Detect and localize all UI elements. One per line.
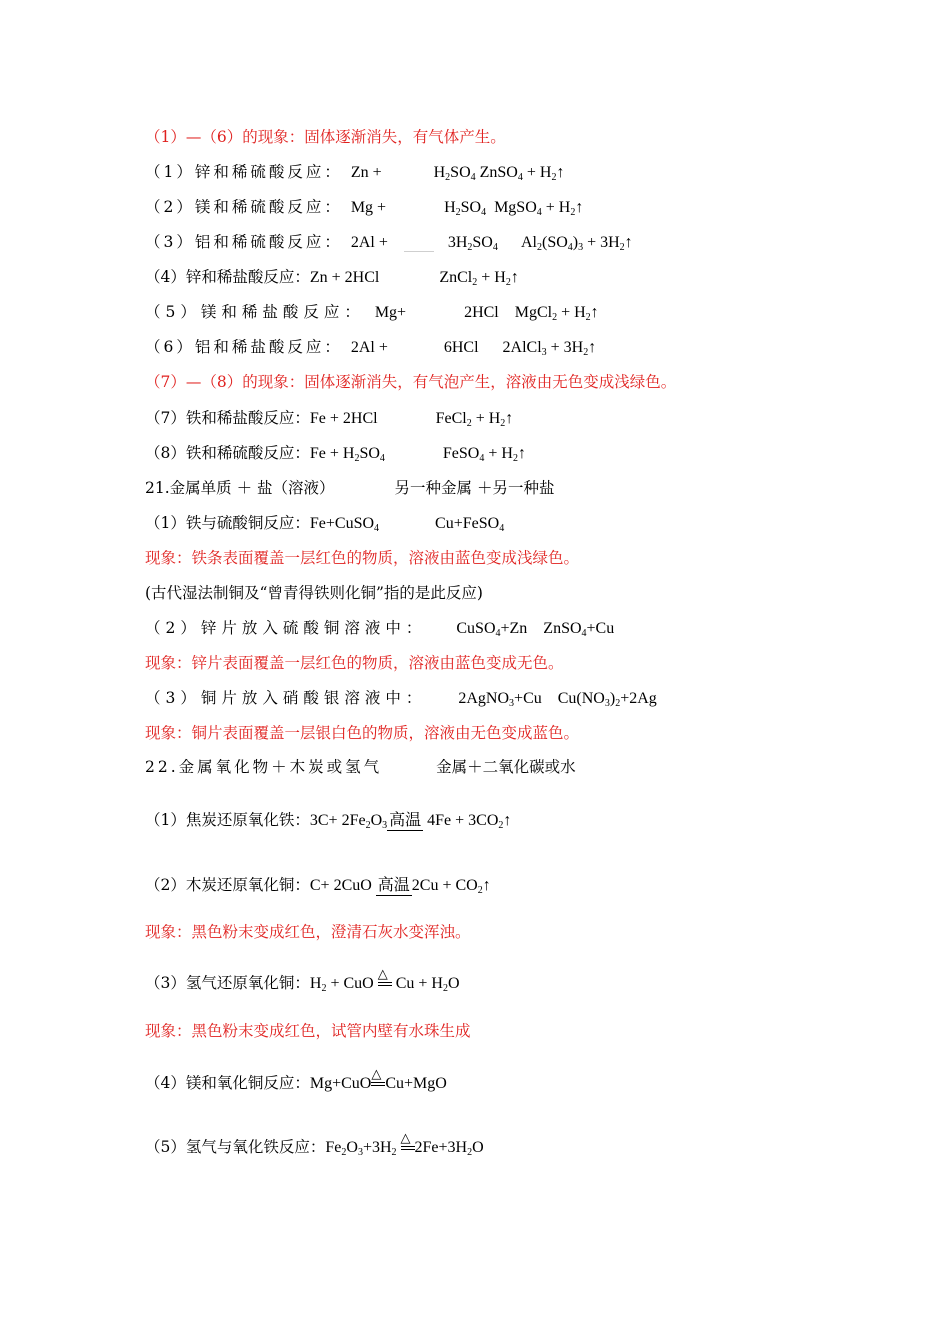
- reaction-zn-hcl: （4）锌和稀盐酸反应：Zn + 2HCl ZnCl$_2$ + $H_2↑$: [145, 268, 519, 288]
- reaction-label: （1）锌和稀硫酸反应：: [145, 163, 343, 181]
- reaction-zn-h2so4: （1）锌和稀硫酸反应： $Zn + H_2SO_4$ ZnSO$_4$ + $H_2↑$: [145, 163, 565, 183]
- reaction-c-fe2o3: （1）焦炭还原氧化铁：$3C+ 2Fe_2O_3$ 高温 $4Fe + 3CO_2↑$: [145, 810, 512, 831]
- note-ancient-copper: (古代湿法制铜及“曾青得铁则化铜”指的是此反应): [145, 584, 483, 602]
- phenomenon-c-cuo: 现象：黑色粉末变成红色，澄清石灰水变浑浊。: [145, 923, 471, 941]
- reaction-label: （3）铝和稀硫酸反应：: [145, 233, 343, 251]
- section-22-right: 金属＋二氧化碳或水: [436, 758, 576, 776]
- reaction-al-hcl: （6）铝和稀盐酸反应： 2Al + 6HCl 2AlCl$_3$ + $3H_2↑$: [145, 338, 597, 358]
- heat-condition-icon: △: [401, 1138, 415, 1154]
- reaction-label: （2）木炭还原氧化铜：: [145, 876, 310, 894]
- reaction-zn-cuso4: （2）锌片放入硫酸铜溶液中： CuSO$_4$+Zn ZnSO$_4$+Cu: [145, 619, 615, 639]
- reaction-label: （4）镁和氧化铜反应：: [145, 1074, 310, 1092]
- phenomenon-1-6: （1）—（6）的现象：固体逐渐消失，有气体产生。: [145, 128, 506, 146]
- heat-condition-icon: △: [371, 1074, 385, 1090]
- reaction-label: （7）铁和稀盐酸反应：: [145, 409, 310, 427]
- phenomenon-7-8: （7）—（8）的现象：固体逐渐消失，有气泡产生，溶液由无色变成浅绿色。: [145, 373, 677, 391]
- reaction-label: （3）铜片放入硝酸银溶液中：: [145, 689, 427, 707]
- reaction-fe-h2so4: （8）铁和稀硫酸反应：$Fe + H_2SO_4$ FeSO$_4$ + $H_2↑$: [145, 444, 526, 464]
- reaction-mg-h2so4: （2）镁和稀硫酸反应： $Mg + H_2SO_4$ MgSO$_4$ + $H_2↑$: [145, 198, 584, 218]
- reaction-label: （4）锌和稀盐酸反应：: [145, 268, 310, 286]
- reaction-fe-cuso4: （1）铁与硫酸铜反应：Fe+CuSO$_4$ Cu+FeSO$_4$: [145, 514, 505, 534]
- section-22-heading: [145, 757, 576, 777]
- faint-rule: [404, 251, 434, 253]
- reaction-label: （5）氢气与氧化铁反应：: [145, 1138, 326, 1156]
- reaction-label: （1）铁与硫酸铜反应：: [145, 514, 310, 532]
- reaction-label: （2）镁和稀硫酸反应：: [145, 198, 343, 216]
- high-temp-condition: 高温: [377, 875, 410, 894]
- reaction-h2-cuo: （3）氢气还原氧化铜：$H_2$ + CuO △ $Cu + H_2O$: [145, 967, 460, 994]
- reaction-al-h2so4: （3）铝和稀硫酸反应： $2Al + 3H_2SO_4$ $Al_2(SO_4)_3$ + $3H_2↑$: [145, 233, 633, 253]
- section-21-heading: [145, 478, 554, 498]
- reaction-cu-agno3: （3）铜片放入硝酸银溶液中： 2AgNO$_3$+Cu $Cu(NO_3)_2+2Ag$: [145, 689, 657, 709]
- high-temp-condition: 高温: [389, 810, 422, 829]
- section-21-right: 另一种金属 ＋另一种盐: [394, 479, 555, 497]
- reaction-label: （6）铝和稀盐酸反应：: [145, 338, 343, 356]
- section-22-left: 22.金属氧化物＋木炭或氢气: [145, 758, 383, 776]
- reaction-label: （1）焦炭还原氧化铁：: [145, 811, 310, 829]
- phenomenon-cu-agno3: 现象：铜片表面覆盖一层银白色的物质，溶液由无色变成蓝色。: [145, 724, 580, 742]
- phenomenon-zn-cuso4: 现象：锌片表面覆盖一层红色的物质，溶液由蓝色变成无色。: [145, 654, 564, 672]
- reaction-fe-hcl: （7）铁和稀盐酸反应：Fe + 2HCl FeCl$_2$ + $H_2↑$: [145, 409, 514, 429]
- reaction-mg-cuo: （4）镁和氧化铜反应：Mg+CuO △ Cu+MgO: [145, 1067, 447, 1092]
- phenomenon-fe-cuso4: 现象：铁条表面覆盖一层红色的物质，溶液由蓝色变成浅绿色。: [145, 549, 580, 567]
- phenomenon-h2-cuo: 现象：黑色粉末变成红色，试管内壁有水珠生成: [145, 1022, 471, 1040]
- heat-condition-icon: △: [378, 974, 392, 990]
- reaction-label: （2）锌片放入硫酸铜溶液中：: [145, 619, 427, 637]
- reaction-h2-fe2o3: （5）氢气与氧化铁反应：$Fe_2O_3+3H_2$ △ $2Fe+3H_2O$: [145, 1131, 484, 1158]
- section-21-left: 21.金属单质 ＋ 盐（溶液）: [145, 479, 335, 497]
- reaction-label: （3）氢气还原氧化铜：: [145, 974, 310, 992]
- reaction-label: （5）镁和稀盐酸反应：: [145, 303, 365, 321]
- reaction-mg-hcl: （5）镁和稀盐酸反应： Mg+ 2HCl MgCl$_2$ + $H_2↑$: [145, 303, 599, 323]
- reaction-label: （8）铁和稀硫酸反应：: [145, 444, 310, 462]
- reaction-c-cuo: （2）木炭还原氧化铜：C+ 2CuO 高温 $2Cu + CO_2↑$: [145, 875, 491, 896]
